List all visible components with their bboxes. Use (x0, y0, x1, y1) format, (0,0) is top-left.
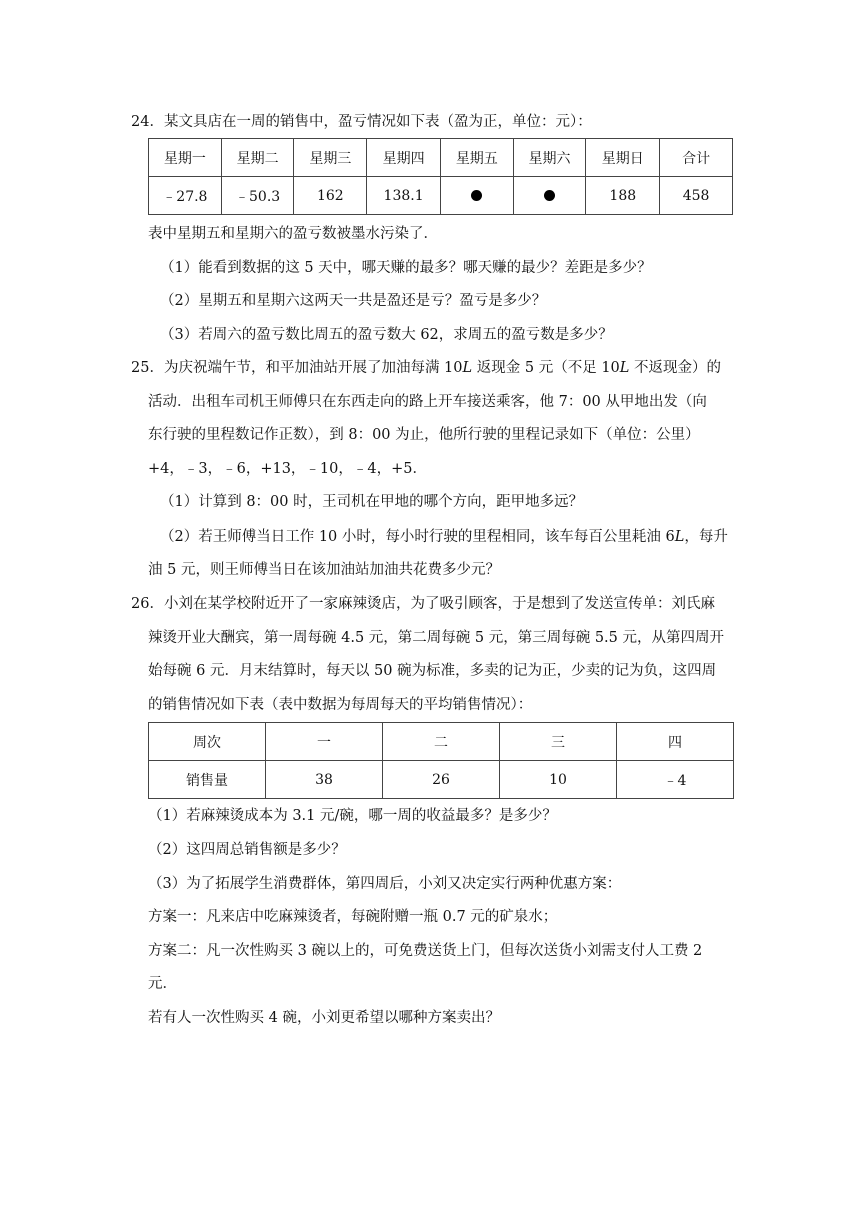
q26-item-2: （2）这四周总销售额是多少？ (148, 842, 346, 858)
q25-line-2: 活动．出租车司机王师傅只在东西走向的路上开车接送乘客，他 7：00 从甲地出发（向 (148, 394, 707, 410)
q26-value-4: ﹣4 (617, 761, 734, 799)
q26-line-3: 始每碗 6 元．月末结算时，每天以 50 碗为标准，多卖的记为正，少卖的记为负，这四周 (148, 663, 717, 679)
q25-item-2: （2）若王师傅当日工作 10 小时，每小时行驶的里程相同，该车每百公里耗油 6L，每升 (160, 529, 728, 545)
q24-value-sun: 188 (586, 177, 660, 215)
q24-header-tue: 星期二 (221, 139, 294, 177)
q24-header-fri: 星期五 (440, 139, 513, 177)
q25-item-2-cont: 油 5 元，则王师傅当日在该加油站加油共花费多少元？ (148, 562, 500, 578)
q24-value-total: 458 (660, 177, 733, 215)
q24-note: 表中星期五和星期六的盈亏数被墨水污染了． (148, 226, 438, 242)
q24-item-2: （2）星期五和星期六这两天一共是盈还是亏？盈亏是多少？ (160, 293, 547, 309)
q24-value-sat-ink-blot (513, 177, 586, 215)
q26-row-label: 销售量 (149, 761, 266, 799)
q25-mileage-record: +4，﹣3，﹣6，+13，﹣10，﹣4，+5． (148, 461, 427, 477)
ink-blot-icon (471, 190, 482, 201)
q24-header-sun: 星期日 (586, 139, 660, 177)
q26-value-1: 38 (266, 761, 383, 799)
ink-blot-icon (544, 190, 555, 201)
q26-value-2: 26 (383, 761, 500, 799)
q26-header-3: 三 (500, 723, 617, 761)
q26-value-3: 10 (500, 761, 617, 799)
q24-value-wed: 162 (294, 177, 367, 215)
q26-table (148, 722, 734, 799)
q24-value-thu: 138.1 (367, 177, 441, 215)
q24-header-sat: 星期六 (513, 139, 586, 177)
q26-plan-1: 方案一：凡来店中吃麻辣烫者，每碗附赠一瓶 0.7 元的矿泉水； (148, 909, 558, 925)
q26-header-week: 周次 (149, 723, 266, 761)
q24-header-thu: 星期四 (367, 139, 441, 177)
q24-header-mon: 星期一 (149, 139, 222, 177)
q26-question: 若有人一次性购买 4 碗，小刘更希望以哪种方案卖出？ (148, 1010, 500, 1026)
q26-item-1: （1）若麻辣烫成本为 3.1 元/碗，哪一周的收益最多？是多少？ (148, 808, 557, 824)
q26-header-1: 一 (266, 723, 383, 761)
q26-header-2: 二 (383, 723, 500, 761)
q24-value-fri-ink-blot (440, 177, 513, 215)
q26-header-4: 四 (617, 723, 734, 761)
q24-table (148, 138, 733, 215)
q26-plan-2-cont: 元． (148, 976, 177, 992)
q24-value-mon: ﹣27.8 (149, 177, 222, 215)
q26-line-4: 的销售情况如下表（表中数据为每周每天的平均销售情况）： (148, 697, 533, 713)
q24-title: 24．某文具店在一周的销售中，盈亏情况如下表（盈为正，单位：元）： (131, 114, 592, 130)
q24-item-3: （3）若周六的盈亏数比周五的盈亏数大 62，求周五的盈亏数是多少？ (160, 327, 613, 343)
q25-item-1: （1）计算到 8：00 时，王司机在甲地的哪个方向，距甲地多远？ (160, 494, 584, 510)
q26-plan-2: 方案二：凡一次性购买 3 碗以上的，可免费送货上门，但每次送货小刘需支付人工费 2 (148, 943, 703, 959)
q26-line-1: 26．小刘在某学校附近开了一家麻辣烫店，为了吸引顾客，于是想到了发送宣传单：刘氏麻 (131, 596, 715, 612)
q24-header-total: 合计 (660, 139, 733, 177)
q26-line-2: 辣烫开业大酬宾，第一周每碗 4.5 元，第二周每碗 5 元，第三周每碗 5.5 元，从第四周开 (148, 630, 724, 646)
q24-header-wed: 星期三 (294, 139, 367, 177)
q26-item-3: （3）为了拓展学生消费群体，第四周后，小刘又决定实行两种优惠方案： (148, 876, 622, 892)
q25-line-1: 25．为庆祝端午节，和平加油站开展了加油每满 10L 返现金 5 元（不足 10L 不返现金）的 (131, 360, 722, 376)
q24-value-tue: ﹣50.3 (221, 177, 294, 215)
q24-item-1: （1）能看到数据的这 5 天中，哪天赚的最多？哪天赚的最少？差距是多少？ (160, 260, 652, 276)
q25-line-3: 东行驶的里程数记作正数），到 8：00 为止，他所行驶的里程记录如下（单位：公里） (148, 427, 700, 443)
